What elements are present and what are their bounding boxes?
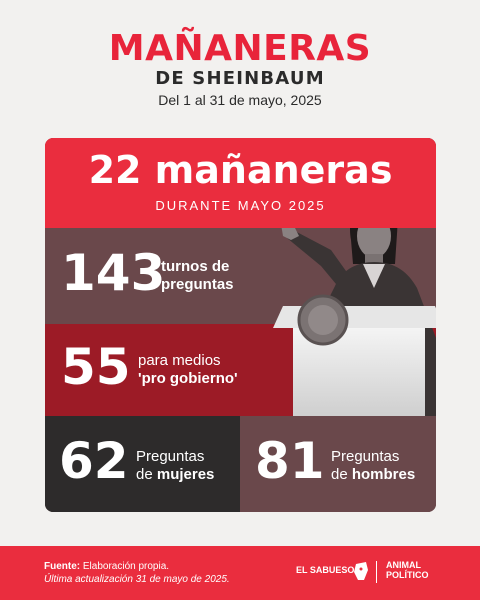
logo-separator (376, 561, 377, 583)
logo-line2: POLÍTICO (386, 570, 429, 580)
stat-pro-gobierno-label-line2: 'pro gobierno' (138, 370, 238, 387)
source-label: Fuente: (44, 561, 81, 572)
footer-source (44, 560, 230, 586)
stat-mujeres-label-prefix: de (136, 466, 157, 483)
stat-pro-gobierno-label-line1: para medios (138, 352, 221, 369)
stat-mujeres-label (136, 448, 214, 484)
headline-number: 22 mañaneras (88, 148, 393, 192)
stat-hombres-label-bold: hombres (351, 466, 416, 483)
page-title: MAÑANERAS (108, 28, 372, 69)
headline-sub: DURANTE MAYO 2025 (155, 198, 326, 213)
stat-hombres-value: 81 (255, 432, 325, 490)
source-text: Elaboración propia. (80, 561, 170, 572)
stat-pro-gobierno-label (138, 352, 238, 388)
last-updated: Última actualización 31 de mayo de 2025. (44, 574, 230, 585)
headline-banner (45, 138, 436, 228)
stat-pro-gobierno-value: 55 (61, 338, 131, 396)
animal-politico-logo (386, 560, 429, 580)
stat-hombres-label (331, 448, 415, 484)
el-sabueso-logo: EL SABUESO (296, 565, 355, 575)
stat-hombres-label-prefix: de (331, 466, 352, 483)
logo-line1: ANIMAL (386, 560, 421, 570)
stat-mujeres-label-line1: Preguntas (136, 448, 205, 465)
stat-turnos-label (161, 258, 234, 294)
stat-hombres-label-line1: Preguntas (331, 448, 400, 465)
date-range: Del 1 al 31 de mayo, 2025 (158, 92, 322, 108)
dog-icon (352, 560, 370, 582)
stat-turnos-value: 143 (61, 244, 166, 302)
stat-turnos-label-line1: turnos de (161, 258, 230, 275)
stats-card (45, 138, 436, 512)
page-subtitle: DE SHEINBAUM (155, 68, 325, 89)
stat-turnos-label-line2: preguntas (161, 276, 234, 293)
stat-mujeres-label-bold: mujeres (156, 466, 215, 483)
footer (0, 546, 480, 600)
stat-mujeres-value: 62 (59, 432, 129, 490)
